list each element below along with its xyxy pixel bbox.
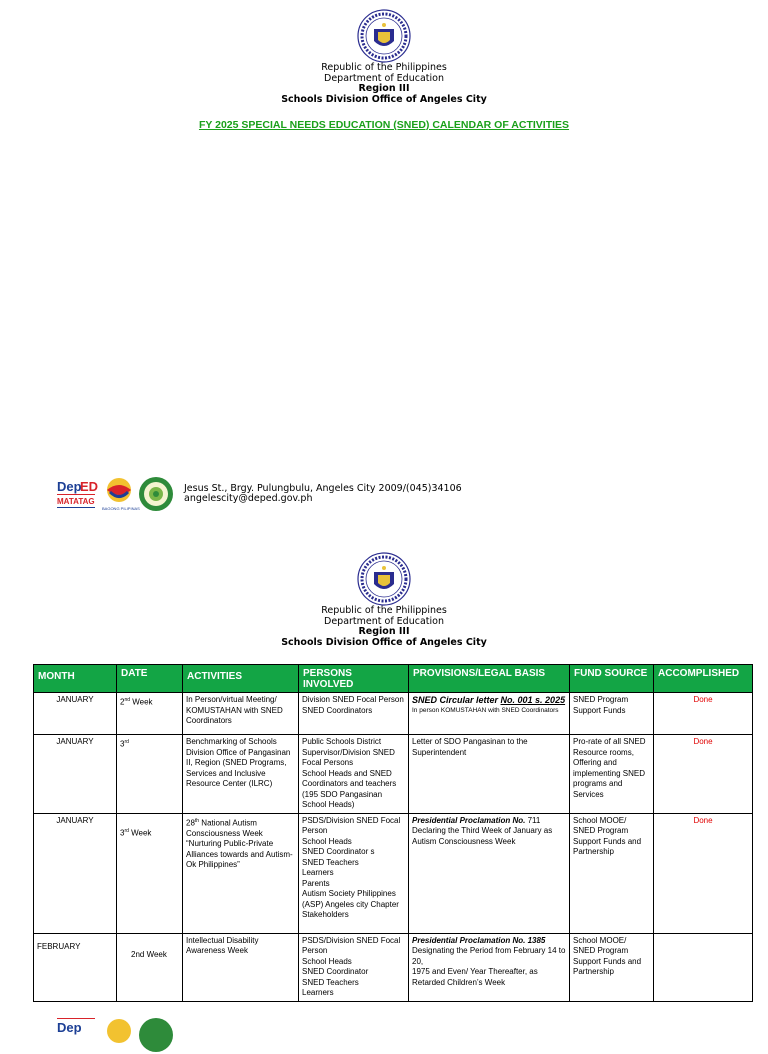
page1-header xyxy=(0,9,768,131)
status-badge: Done xyxy=(693,815,713,825)
cell-date: 2nd Week xyxy=(117,933,183,1001)
cell-provision: Presidential Proclamation No. 711 Declaring the Third Week of January as Autism Consciousness Week xyxy=(409,813,570,933)
division-line: Schools Division Office of Angeles City xyxy=(281,93,487,105)
cell-fund: SNED Program Support Funds xyxy=(570,693,654,735)
cell-activity: In Person/virtual Meeting/ KOMUSTAHAN with SNED Coordinators xyxy=(183,693,299,735)
deped-seal-icon xyxy=(357,552,411,606)
page2-footer xyxy=(56,1016,174,1054)
table-header-row xyxy=(34,665,753,693)
footer-logos xyxy=(56,475,174,513)
republic-line: Republic of the Philippines xyxy=(321,605,447,616)
cell-month: JANUARY xyxy=(34,735,117,814)
cell-fund: School MOOE/ SNED Program Support Funds and Partnership xyxy=(570,933,654,1001)
department-line: Department of Education xyxy=(324,72,444,84)
col-header-persons: PERSONS INVOLVED xyxy=(299,665,409,693)
cell-accomplished xyxy=(654,933,753,1001)
cell-fund: School MOOE/ SNED Program Support Funds and Partnership xyxy=(570,813,654,933)
republic-line: Republic of the Philippines xyxy=(321,62,447,73)
col-header-month: MONTH xyxy=(34,665,117,693)
col-header-provisions: PROVISIONS/LEGAL BASIS xyxy=(409,665,570,693)
table-row xyxy=(34,813,753,933)
division-line: Schools Division Office of Angeles City xyxy=(281,636,487,648)
cell-persons: PSDS/Division SNED Focal Person School Heads SNED Coordinator SNED Teachers Learners xyxy=(299,933,409,1001)
table-row xyxy=(34,933,753,1001)
cell-date: 3rd xyxy=(117,735,183,814)
bagong-pilipinas-logo-icon xyxy=(102,1016,136,1054)
cell-accomplished xyxy=(654,813,753,933)
svg-text:BAGONG PILIPINAS: BAGONG PILIPINAS xyxy=(102,506,140,511)
cell-month: JANUARY xyxy=(34,813,117,933)
page1-footer xyxy=(56,475,462,513)
region-line: Region III xyxy=(358,626,410,637)
cell-activity: Intellectual Disability Awareness Week xyxy=(183,933,299,1001)
region-line: Region III xyxy=(358,83,410,94)
footer-contact xyxy=(184,484,462,505)
footer-address: Jesus St., Brgy. Pulungbulu, Angeles City 2009/(045)34106 xyxy=(184,482,462,494)
cell-fund: Pro-rate of all SNED Resource rooms, Offering and implementing SNED programs and Services xyxy=(570,735,654,814)
document-title: FY 2025 SPECIAL NEEDS EDUCATION (SNED) CALENDAR OF ACTIVITIES xyxy=(198,119,570,131)
footer-email: angelescity@deped.gov.ph xyxy=(184,493,313,504)
cell-provision: SNED Circular letter No. 001 s. 2025 In person KOMUSTAHAN with SNED Coordinators xyxy=(409,693,570,735)
cell-date: 2nd Week xyxy=(117,693,183,735)
cell-accomplished xyxy=(654,735,753,814)
deped-matatag-logo-icon xyxy=(56,1016,96,1054)
col-header-fund: FUND SOURCE xyxy=(570,665,654,693)
cell-persons: Public Schools District Supervisor/Division SNED Focal Persons School Heads and SNED Coordinators and teachers (195 SDO Pangasinan School Heads) xyxy=(299,735,409,814)
table-row xyxy=(34,735,753,814)
status-badge: Done xyxy=(693,737,713,746)
cell-accomplished xyxy=(654,693,753,735)
svg-text:ED: ED xyxy=(80,479,99,494)
sned-calendar-table xyxy=(33,664,753,1002)
page2-header xyxy=(0,552,768,648)
status-badge: Done xyxy=(693,695,713,704)
col-header-date: DATE xyxy=(117,665,183,693)
cell-provision: Letter of SDO Pangasinan to the Superintendent xyxy=(409,735,570,814)
cell-date: 3rd Week xyxy=(117,813,183,933)
cell-activity: Benchmarking of Schools Division Office of Pangasinan II, Region (SNED Programs, Services and Inclusive Resource Center (ILRC) xyxy=(183,735,299,814)
bagong-pilipinas-logo-icon xyxy=(102,475,140,513)
svg-text:Dep: Dep xyxy=(57,479,82,494)
table-row xyxy=(34,693,753,735)
cell-month: FEBRUARY xyxy=(34,933,117,1001)
cell-persons: Division SNED Focal Person SNED Coordinators xyxy=(299,693,409,735)
footer-logos xyxy=(56,1016,174,1054)
col-header-activities: ACTIVITIES xyxy=(183,665,299,693)
sdo-angeles-seal-icon xyxy=(138,1017,174,1053)
sdo-angeles-seal-icon xyxy=(138,476,174,512)
svg-text:Dep: Dep xyxy=(57,1020,82,1035)
cell-provision: Presidential Proclamation No. 1385 Designating the Period from February 14 to 20, 1975 and Even/ Year Thereafter, as Retarded Children’s Week xyxy=(409,933,570,1001)
col-header-accomplished: ACCOMPLISHED xyxy=(654,665,753,693)
deped-matatag-logo-icon xyxy=(56,475,99,513)
cell-month: JANUARY xyxy=(34,693,117,735)
cell-activity: 28th National Autism Consciousness Week “Nurturing Public-Private Alliances towards and Autism-Ok Philippines” xyxy=(183,813,299,933)
cell-persons: PSDS/Division SNED Focal Person School Heads SNED Coordinator s SNED Teachers Learners Parents Autism Society Philippines (ASP) Angeles city Chapter Stakeholders xyxy=(299,813,409,933)
deped-seal-icon xyxy=(357,9,411,63)
svg-text:MATATAG: MATATAG xyxy=(57,497,95,506)
department-line: Department of Education xyxy=(324,615,444,627)
